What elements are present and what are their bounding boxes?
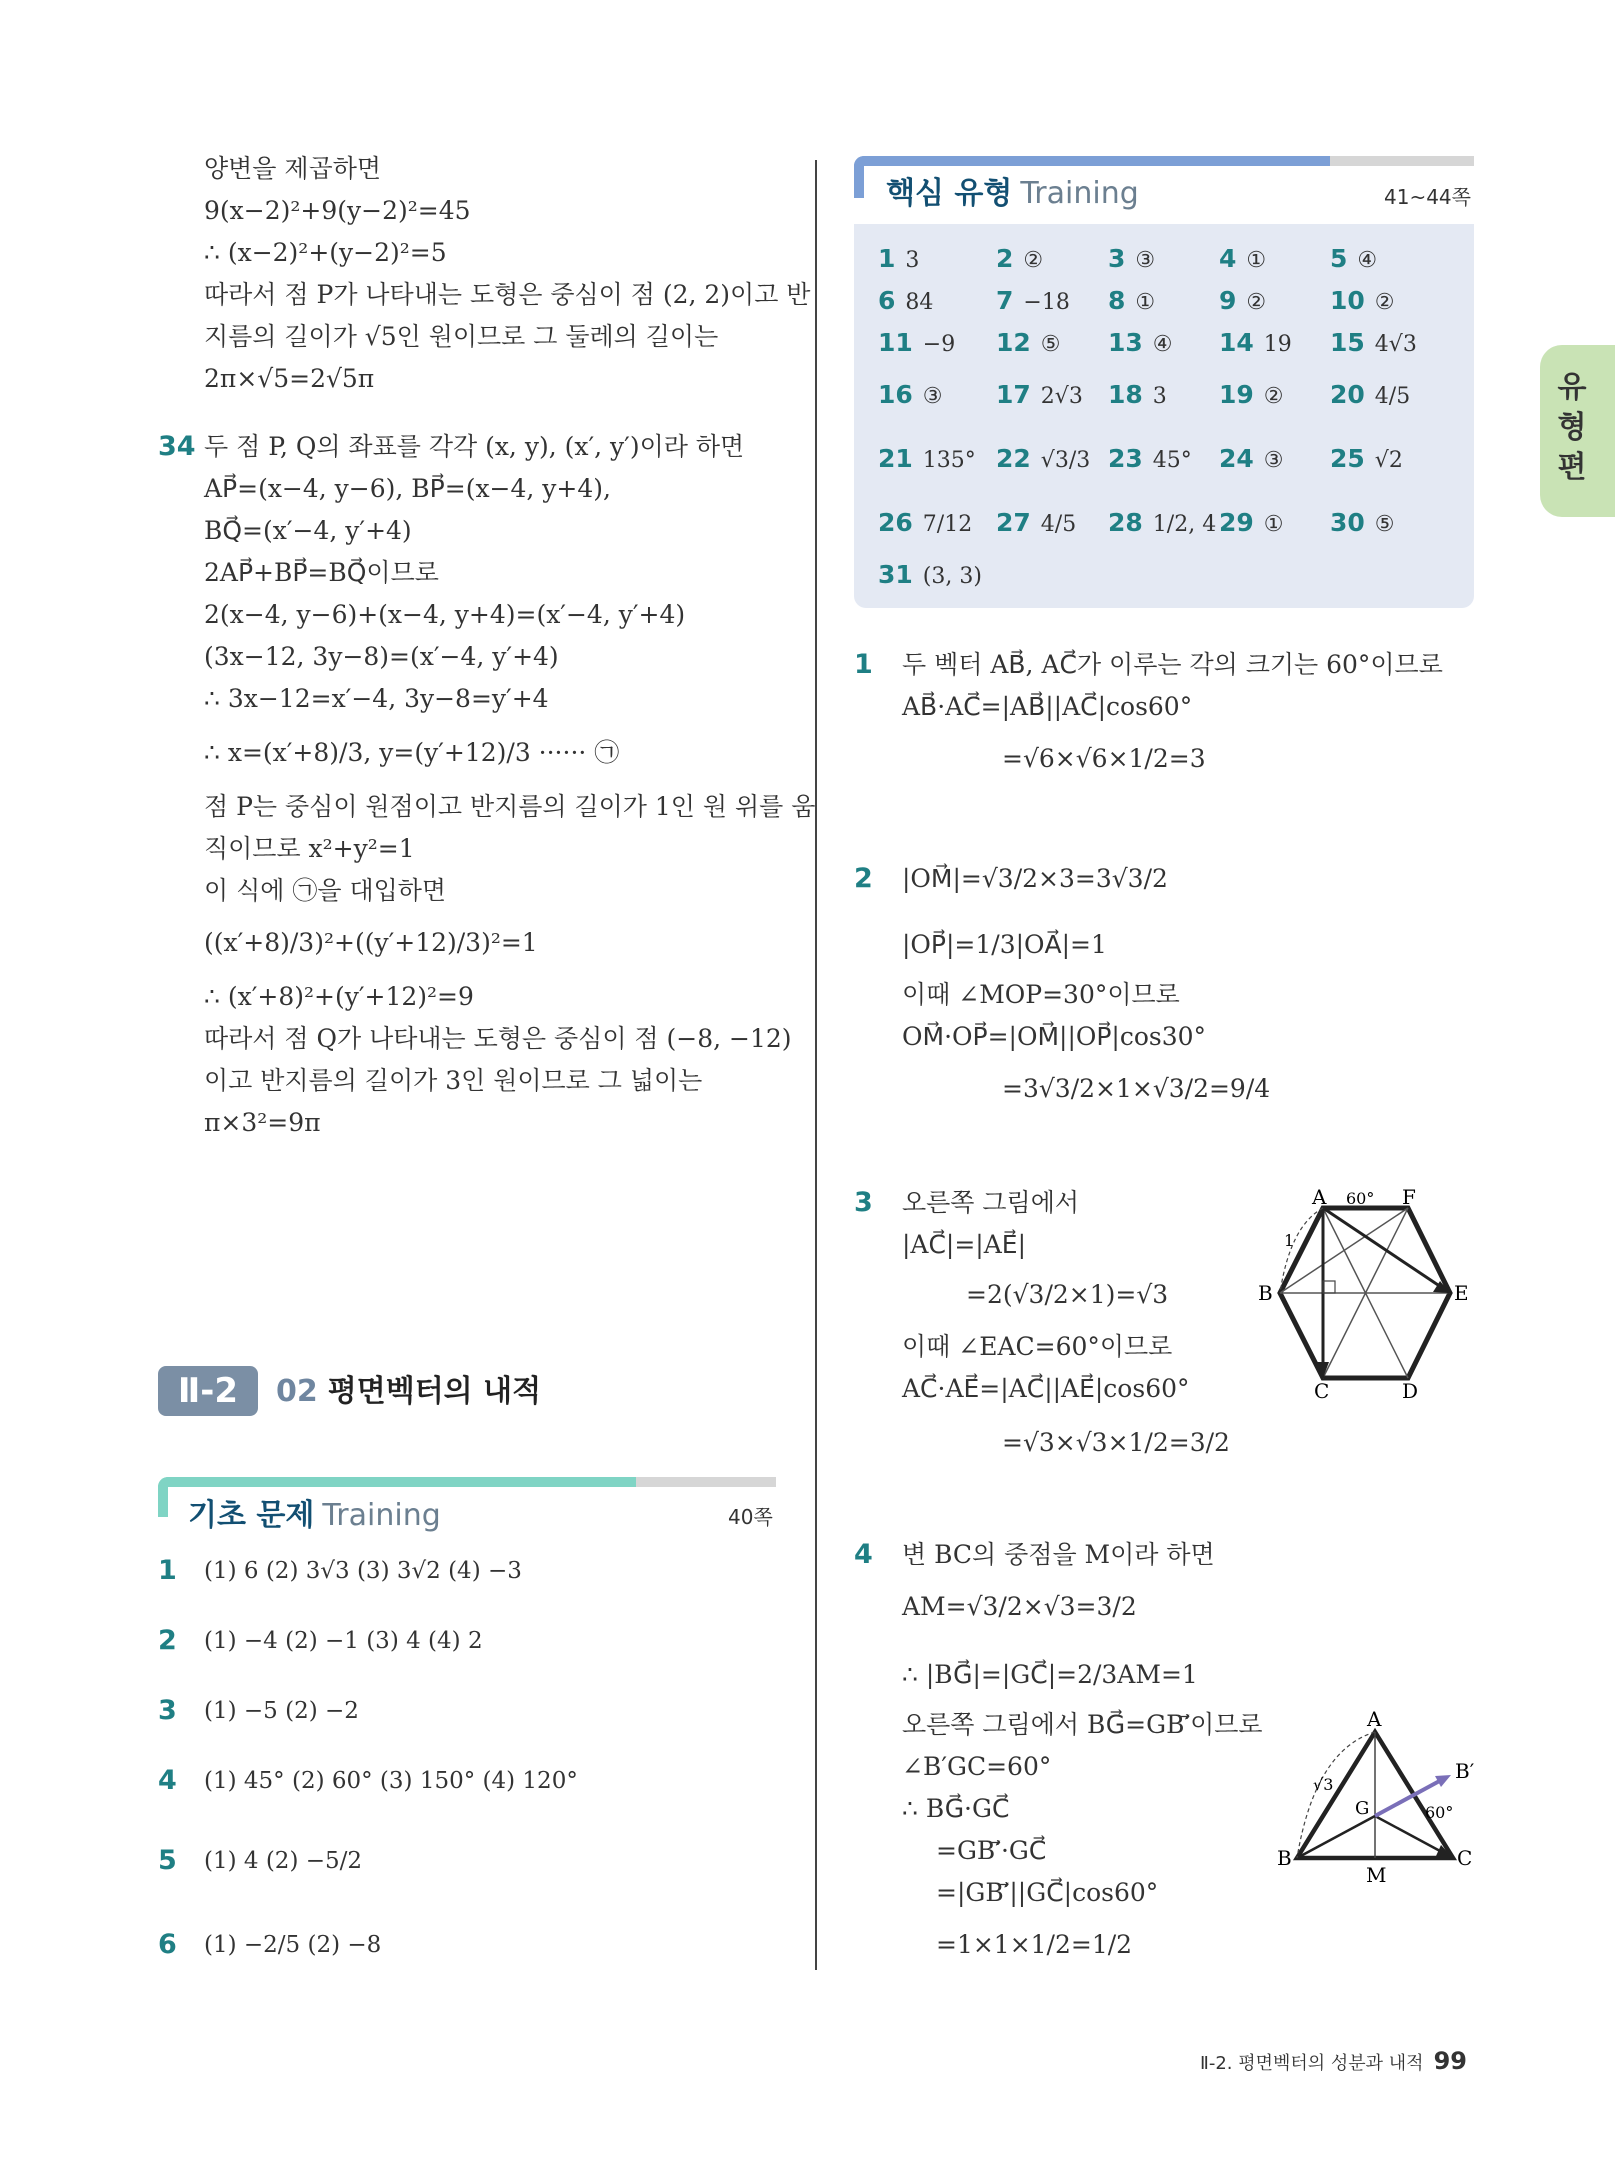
answer-text: (1) −4 (2) −1 (3) 4 (4) 2 <box>204 1628 483 1654</box>
core-answer-item <box>996 380 1083 412</box>
core-answer-item <box>1330 508 1395 540</box>
text-line: |AC⃗|=|AE⃗| <box>902 1230 1026 1259</box>
core-answer-number: 18 <box>1108 380 1143 409</box>
text-line: ∴ 3x−12=x′−4, 3y−8=y′+4 <box>204 684 549 713</box>
core-answer-item <box>1108 244 1155 276</box>
text-line: 두 점 P, Q의 좌표를 각각 (x, y), (x′, y′)이라 하면 <box>204 432 745 461</box>
basic-training-title-bold: 기초 문제 <box>188 1498 315 1533</box>
text-line: 점 P는 중심이 원점이고 반지름의 길이가 1인 원 위를 움 <box>204 792 816 821</box>
core-answer-item <box>878 244 919 276</box>
angle-label: 60° <box>1346 1189 1375 1208</box>
text-line: 이때 ∠EAC=60°이므로 <box>902 1332 1173 1361</box>
label-e: E <box>1454 1281 1469 1305</box>
label-a: A <box>1312 1186 1327 1209</box>
core-answer-item <box>1219 380 1284 412</box>
text-line: =2(√3/2×1)=√3 <box>966 1280 1169 1309</box>
text-line: 9(x−2)²+9(y−2)²=45 <box>204 196 471 225</box>
core-answer-value: ⑤ <box>1374 512 1395 537</box>
label-d: D <box>1402 1379 1419 1401</box>
core-answer-item <box>1330 328 1417 360</box>
text-line: |OP⃗|=1/3|OA⃗|=1 <box>902 930 1107 959</box>
text-line: ∴ |BG⃗|=|GC⃗|=2/3AM=1 <box>902 1660 1198 1689</box>
label-c: C <box>1457 1846 1473 1870</box>
core-answer-number: 4 <box>1219 244 1237 273</box>
answer-text: (1) −2/5 (2) −8 <box>204 1932 382 1958</box>
core-answer-number: 21 <box>878 444 913 473</box>
core-answer-number: 25 <box>1330 444 1365 473</box>
text-line: 이때 ∠MOP=30°이므로 <box>902 980 1180 1009</box>
core-answer-value: −18 <box>1023 290 1070 315</box>
solution-number: 3 <box>854 1187 873 1218</box>
core-answer-item <box>996 286 1070 318</box>
right-angle-mark <box>1323 1281 1335 1293</box>
core-answer-item <box>1108 444 1192 476</box>
length-label: 1 <box>1284 1231 1295 1250</box>
section-title-text: 평면벡터의 내적 <box>327 1374 542 1409</box>
core-answer-number: 26 <box>878 508 913 537</box>
core-answer-value: 7/12 <box>922 512 973 537</box>
page-footer <box>1200 2046 1467 2079</box>
solution-number: 1 <box>854 649 873 680</box>
text-line: ((x′+8)/3)²+((y′+12)/3)²=1 <box>204 928 538 957</box>
core-answer-number: 10 <box>1330 286 1365 315</box>
core-answer-value: 4/5 <box>1040 512 1077 537</box>
text-line: AM=√3/2×√3=3/2 <box>902 1592 1137 1621</box>
core-answer-value: ③ <box>1135 248 1156 273</box>
text-line: BQ⃗=(x′−4, y′+4) <box>204 516 412 545</box>
core-training-bar <box>854 156 1330 166</box>
basic-training-bar-tail <box>636 1477 776 1487</box>
core-answer-number: 28 <box>1108 508 1143 537</box>
answer-number: 5 <box>158 1845 177 1876</box>
text-line: 이고 반지름의 길이가 3인 원이므로 그 넓이는 <box>204 1066 703 1095</box>
text-line: |OM⃗|=√3/2×3=3√3/2 <box>902 864 1168 893</box>
label-c: C <box>1314 1379 1330 1401</box>
core-training-bar-corner <box>854 156 864 198</box>
solution-number: 2 <box>854 863 873 894</box>
text-line: 오른쪽 그림에서 <box>902 1188 1079 1217</box>
core-answer-value: (3, 3) <box>922 564 982 589</box>
text-line: 양변을 제곱하면 <box>204 154 381 183</box>
text-line: =√3×√3×1/2=3/2 <box>1002 1428 1230 1457</box>
core-answer-item <box>1330 444 1403 476</box>
core-answer-value: ② <box>1374 290 1395 315</box>
basic-training-title <box>188 1496 441 1536</box>
core-answer-value: ③ <box>1263 448 1284 473</box>
core-answer-item <box>1219 444 1284 476</box>
core-answer-number: 27 <box>996 508 1031 537</box>
text-line: 따라서 점 Q가 나타내는 도형은 중심이 점 (−8, −12) <box>204 1024 792 1053</box>
answer-number: 1 <box>158 1555 177 1586</box>
text-line: (3x−12, 3y−8)=(x′−4, y′+4) <box>204 642 559 671</box>
core-answer-item <box>1108 328 1173 360</box>
text-line: AC⃗·AE⃗=|AC⃗||AE⃗|cos60° <box>902 1374 1190 1403</box>
text-line: AP⃗=(x−4, y−6), BP⃗=(x−4, y+4), <box>204 474 611 503</box>
core-answer-value: ④ <box>1152 332 1173 357</box>
core-answer-value: 84 <box>905 290 934 315</box>
core-answer-value: 4/5 <box>1374 384 1411 409</box>
core-answer-item <box>1219 286 1266 318</box>
core-answer-number: 20 <box>1330 380 1365 409</box>
basic-training-bar <box>158 1477 636 1487</box>
core-answer-number: 30 <box>1330 508 1365 537</box>
core-answer-value: 3 <box>905 248 920 273</box>
core-answer-value: √3/3 <box>1040 448 1091 473</box>
text-line: ∠B′GC=60° <box>902 1752 1052 1781</box>
text-line: =√6×√6×1/2=3 <box>1002 744 1206 773</box>
core-answer-value: ① <box>1135 290 1156 315</box>
answer-text: (1) 45° (2) 60° (3) 150° (4) 120° <box>204 1768 578 1794</box>
text-line: =3√3/2×1×√3/2=9/4 <box>1002 1074 1271 1103</box>
core-answer-number: 16 <box>878 380 913 409</box>
angle-label: 60° <box>1425 1803 1454 1822</box>
answer-text: (1) −5 (2) −2 <box>204 1698 359 1724</box>
core-answer-number: 2 <box>996 244 1014 273</box>
side-tab-label: 유형편 <box>1557 370 1587 485</box>
core-answer-item <box>1108 380 1167 412</box>
core-answer-number: 8 <box>1108 286 1126 315</box>
core-answer-value: ③ <box>922 384 943 409</box>
column-divider <box>815 160 817 1970</box>
core-answer-value: √2 <box>1374 448 1403 473</box>
core-answer-number: 14 <box>1219 328 1254 357</box>
label-g: G <box>1355 1798 1370 1819</box>
text-line: =|GB′⃗||GC⃗|cos60° <box>936 1878 1159 1907</box>
section-badge: Ⅱ-2 <box>158 1366 258 1416</box>
core-answer-value: −9 <box>922 332 956 357</box>
core-answer-value: 135° <box>922 448 976 473</box>
core-answer-number: 12 <box>996 328 1031 357</box>
text-line: 2(x−4, y−6)+(x−4, y+4)=(x′−4, y′+4) <box>204 600 686 629</box>
core-answer-item <box>878 508 972 540</box>
text-line: 따라서 점 P가 나타내는 도형은 중심이 점 (2, 2)이고 반 <box>204 280 811 309</box>
text-line: 2π×√5=2√5π <box>204 364 375 393</box>
core-answer-item <box>1330 244 1377 276</box>
core-answer-item <box>1219 244 1266 276</box>
text-line: ∴ (x−2)²+(y−2)²=5 <box>204 238 447 267</box>
length-label: √3 <box>1313 1775 1334 1794</box>
core-answer-value: ⑤ <box>1040 332 1061 357</box>
text-line: 지름의 길이가 √5인 원이므로 그 둘레의 길이는 <box>204 322 719 351</box>
core-answer-number: 17 <box>996 380 1031 409</box>
core-answer-number: 15 <box>1330 328 1365 357</box>
core-answer-number: 23 <box>1108 444 1143 473</box>
core-answer-item <box>996 444 1090 476</box>
text-line: π×3²=9π <box>204 1108 321 1137</box>
core-answer-value: 1/2, 4 <box>1152 512 1217 537</box>
core-answer-item <box>878 444 976 476</box>
triangle-figure <box>1275 1710 1480 1895</box>
text-line: 변 BC의 중점을 M이라 하면 <box>902 1540 1215 1569</box>
label-b: B <box>1258 1281 1273 1305</box>
answer-number: 6 <box>158 1929 177 1960</box>
core-answer-number: 22 <box>996 444 1031 473</box>
text-line: 오른쪽 그림에서 BG⃗=GB′⃗이므로 <box>902 1710 1263 1739</box>
core-answer-value: 4√3 <box>1374 332 1417 357</box>
core-answer-number: 31 <box>878 560 913 589</box>
text-line: 이 식에 ㉠을 대입하면 <box>204 876 447 905</box>
answer-text: (1) 4 (2) −5/2 <box>204 1848 363 1874</box>
text-line: AB⃗·AC⃗=|AB⃗||AC⃗|cos60° <box>902 692 1193 721</box>
core-answer-item <box>996 508 1076 540</box>
core-answer-item <box>878 560 982 592</box>
text-line: =GB′⃗·GC⃗ <box>936 1836 1047 1865</box>
hexagon-figure <box>1250 1186 1480 1401</box>
page-number: 99 <box>1433 2047 1467 2075</box>
core-answer-value: 19 <box>1263 332 1292 357</box>
text-line: ∴ BG⃗·GC⃗ <box>902 1794 1010 1823</box>
core-answer-number: 7 <box>996 286 1014 315</box>
text-line: ∴ x=(x′+8)/3, y=(y′+12)/3 ······ ㉠ <box>204 738 620 767</box>
core-answer-item <box>1219 328 1292 360</box>
core-answer-item <box>996 244 1043 276</box>
text-line: =1×1×1/2=1/2 <box>936 1930 1133 1959</box>
core-answer-value: 3 <box>1152 384 1167 409</box>
problem-number: 34 <box>158 431 196 462</box>
core-answer-item <box>878 380 943 412</box>
core-answer-item <box>878 286 933 318</box>
core-answer-number: 9 <box>1219 286 1237 315</box>
core-answer-item <box>878 328 955 360</box>
core-answer-number: 19 <box>1219 380 1254 409</box>
text-line: 2AP⃗+BP⃗=BQ⃗이므로 <box>204 558 439 587</box>
core-training-page: 41~44쪽 <box>1384 185 1471 209</box>
core-training-title-bold: 핵심 유형 <box>886 176 1013 211</box>
core-answer-value: ② <box>1263 384 1284 409</box>
basic-training-page: 40쪽 <box>728 1505 773 1529</box>
core-answer-number: 1 <box>878 244 896 273</box>
core-answer-number: 3 <box>1108 244 1126 273</box>
section-title <box>276 1370 541 1414</box>
core-answer-value: 2√3 <box>1040 384 1083 409</box>
core-answer-number: 5 <box>1330 244 1348 273</box>
label-a: A <box>1367 1710 1382 1731</box>
text-line: 두 벡터 AB⃗, AC⃗가 이루는 각의 크기는 60°이므로 <box>902 650 1443 679</box>
core-answer-value: ① <box>1246 248 1267 273</box>
answer-number: 3 <box>158 1695 177 1726</box>
core-answer-value: 45° <box>1152 448 1192 473</box>
text-line: ∴ (x′+8)²+(y′+12)²=9 <box>204 982 474 1011</box>
core-answer-item <box>1108 508 1216 540</box>
core-answer-number: 6 <box>878 286 896 315</box>
basic-training-title-light: Training <box>322 1498 441 1533</box>
answer-number: 4 <box>158 1765 177 1796</box>
core-training-title <box>886 174 1139 214</box>
core-answer-box <box>854 224 1474 608</box>
core-answer-item <box>1330 380 1410 412</box>
text-line: 직이므로 x²+y²=1 <box>204 834 415 863</box>
core-answer-number: 24 <box>1219 444 1254 473</box>
core-answer-value: ② <box>1246 290 1267 315</box>
answer-number: 2 <box>158 1625 177 1656</box>
core-answer-number: 13 <box>1108 328 1143 357</box>
core-answer-item <box>1330 286 1395 318</box>
core-answer-number: 11 <box>878 328 913 357</box>
core-training-title-light: Training <box>1020 176 1139 211</box>
core-answer-value: ④ <box>1357 248 1378 273</box>
answer-text: (1) 6 (2) 3√3 (3) 3√2 (4) −3 <box>204 1558 522 1584</box>
text-line: OM⃗·OP⃗=|OM⃗||OP⃗|cos30° <box>902 1022 1207 1051</box>
core-answer-number: 29 <box>1219 508 1254 537</box>
core-training-bar-tail <box>1330 156 1474 166</box>
core-answer-value: ② <box>1023 248 1044 273</box>
footer-text: Ⅱ-2. 평면벡터의 성분과 내적 <box>1200 2053 1424 2074</box>
label-b-prime: B′ <box>1455 1759 1475 1783</box>
core-answer-item <box>1108 286 1155 318</box>
core-answer-value: ① <box>1263 512 1284 537</box>
core-answer-item <box>996 328 1061 360</box>
solution-number: 4 <box>854 1539 873 1570</box>
section-number: 02 <box>276 1374 318 1409</box>
basic-training-bar-corner <box>158 1477 168 1517</box>
core-answer-item <box>1219 508 1284 540</box>
label-m: M <box>1366 1863 1387 1887</box>
label-f: F <box>1402 1186 1416 1209</box>
label-b: B <box>1277 1846 1292 1870</box>
